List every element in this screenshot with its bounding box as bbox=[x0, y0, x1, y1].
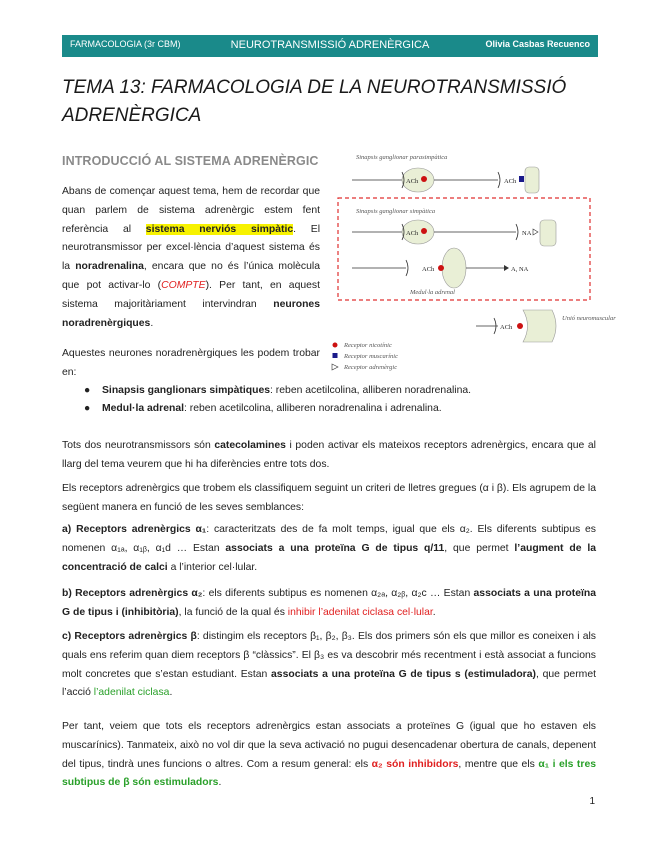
text-span: , mentre que els bbox=[458, 758, 539, 770]
bullet-bold: Sinapsis ganglionars simpàtiques bbox=[102, 385, 271, 396]
nicotinic-receptor-icon bbox=[517, 323, 523, 329]
bold-calcium: l’augment de la concentració de calci bbox=[62, 542, 597, 573]
arrow-head-icon bbox=[504, 265, 509, 271]
muscle-fiber bbox=[523, 310, 556, 342]
classification-paragraph: Els receptors adrenèrgics que trobem els classifiquem seguint un criteri de lletres gregues (α i β). Els agrupem de la següent manera en funció de les seves semblances: bbox=[62, 483, 596, 513]
effector-cell bbox=[525, 167, 539, 193]
adrenergic-receptor-icon bbox=[533, 229, 538, 235]
text-span: a l’interior cel·lular. bbox=[167, 561, 258, 573]
bold-neurons: neurones noradrenèrgiques bbox=[62, 298, 320, 329]
bold-catecholamines: catecolamines bbox=[214, 440, 286, 451]
alpha1-heading: a) Receptors adrenèrgics α₁ bbox=[62, 524, 207, 535]
text-span: . bbox=[432, 606, 436, 618]
nicotinic-receptor-icon bbox=[438, 265, 444, 271]
label-parasympathetic: Sinapsis ganglionar parasimpàtica bbox=[356, 154, 448, 161]
bullet-text: : reben acetilcolina, alliberen noradrenalina. bbox=[270, 385, 472, 396]
effector-cell bbox=[540, 220, 556, 246]
header-course: FARMACOLOGIA (3r CBM) bbox=[70, 39, 181, 49]
nicotinic-receptor-icon bbox=[421, 176, 427, 182]
bullet-dot-icon: ● bbox=[84, 403, 91, 414]
text-span: . bbox=[218, 777, 222, 789]
ach-label: ACh bbox=[406, 230, 419, 237]
terminal-shape bbox=[516, 224, 518, 240]
title-line-2: ADRENÈRGICA bbox=[62, 105, 202, 126]
nicotinic-receptor-icon bbox=[421, 228, 427, 234]
bullet-dot-icon: ● bbox=[84, 385, 91, 396]
text-span: , que permet l’acció bbox=[62, 668, 596, 699]
text-span: , que permet bbox=[444, 542, 515, 554]
text-span: i poden activar els mateixos receptors adrenèrgics, encara que al llarg del tema veurem que hi ha diferències entre tots dos. bbox=[62, 440, 596, 470]
inhibitors-text: α₂ són inhibidors bbox=[371, 758, 459, 770]
text-span: . El neurotransmissor per excel·lència d’aquest sistema és la bbox=[62, 223, 321, 273]
title-line-1: TEMA 13: FARMACOLOGIA DE LA NEUROTRANSMISSIÓ bbox=[62, 77, 567, 98]
text-span: ). Per tant, en aquest sistema majoritàriament intervindran bbox=[62, 279, 320, 310]
text-span: : distingim els receptors β₁, β₂, β₃. Els dos primers són els que millor es coneixen i als quals ens referim quan diem receptors β “clàssics”. El β₃ es va descobrir més recentment i està associat a funcions molt concretes que s’estan estudiant. Estan bbox=[62, 631, 596, 680]
legend-nicotinic-icon bbox=[333, 343, 338, 348]
text-span: Tots dos neurotransmissors són bbox=[62, 440, 215, 451]
header-topic: NEUROTRANSMISSIÓ ADRENÈRGICA bbox=[230, 39, 430, 51]
bullet-bold: Medul·la adrenal bbox=[102, 403, 184, 414]
bullet-text: : reben acetilcolina, alliberen noradrenalina i adrenalina. bbox=[184, 403, 442, 414]
text-span: Per tant, veiem que tots els receptors adrenèrgics estan associats a proteïnes G (igual que ho estaven els muscarínics). Tanmateix, això no vol dir que la seva activació no pugui desencadenar obertura de canals, depenent del tipus, tindrà unes funcions o altres. Com a resum general: els bbox=[62, 721, 596, 770]
muscarinic-receptor-icon bbox=[519, 176, 524, 182]
adenylate-text: l’adenilat ciclasa bbox=[93, 687, 170, 699]
alpha2-paragraph bbox=[62, 585, 596, 623]
na-label: NA bbox=[522, 230, 532, 237]
text-span: , la funció de la qual és bbox=[178, 606, 288, 618]
stimulators-text: α₁ i els tres subtipus de β són estimuladors bbox=[62, 758, 596, 789]
terminal-shape bbox=[406, 260, 408, 276]
text-span: . bbox=[169, 687, 173, 699]
label-adrenal: Medul·la adrenal bbox=[410, 289, 455, 296]
header-author: Olivia Casbas Recuenco bbox=[485, 39, 590, 49]
synapse-diagram bbox=[326, 150, 616, 380]
chromaffin-cell bbox=[442, 248, 466, 288]
section-heading: INTRODUCCIÓ AL SISTEMA ADRENÈRGIC bbox=[62, 154, 319, 168]
legend-adrenergic-icon bbox=[332, 364, 338, 370]
bold-gs: associats a una proteïna G de tipus s (estimuladora) bbox=[271, 668, 536, 680]
bold-gq: associats a una proteïna G de tipus q/11 bbox=[225, 542, 445, 554]
highlight-sympathetic: sistema nerviós simpàtic bbox=[145, 223, 294, 235]
text-span: : els diferents subtipus es nomenen α₂ₐ, α₂ᵦ, α₂c … Estan bbox=[202, 588, 474, 599]
alpha2-heading: b) Receptors adrenèrgics α₂ bbox=[62, 588, 203, 599]
ach-label: ACh bbox=[406, 178, 419, 185]
intro-paragraph bbox=[62, 183, 320, 333]
inhibit-text: inhibir l’adenilat ciclasa cel·lular bbox=[287, 606, 433, 618]
alpha1-paragraph bbox=[62, 521, 596, 577]
label-sympathetic: Sinapsis ganglionar simpàtica bbox=[356, 208, 436, 215]
page-number: 1 bbox=[589, 796, 595, 807]
page-header bbox=[62, 35, 598, 57]
text-span: : caracteritzats des de fa molt temps, igual que els α₂. Els diferents subtipus es nomenen α₁ₐ, α₁ᵦ, α₁d … Estan bbox=[62, 524, 597, 554]
neurons-location-paragraph: Aquestes neurones noradrenèrgiques les podem trobar en: bbox=[62, 348, 320, 378]
page-title bbox=[62, 74, 582, 130]
catecholamines-paragraph bbox=[62, 437, 596, 475]
text-span: Abans de començar aquest tema, hem de recordar que quan parlem de sistema adrenèrgic estem fent referència al bbox=[62, 186, 320, 235]
ana-label: A, NA bbox=[511, 266, 529, 273]
legend-item: Receptor muscarínic bbox=[344, 353, 398, 360]
warning-text: COMPTE bbox=[161, 279, 206, 291]
legend-item: Receptor adrenèrgic bbox=[344, 364, 398, 371]
ach-label: ACh bbox=[422, 266, 435, 273]
terminal-shape bbox=[498, 172, 500, 188]
label-neuromuscular: Unió neuromuscular bbox=[562, 315, 616, 322]
text-span: . bbox=[150, 317, 154, 329]
ach-label: ACh bbox=[504, 178, 517, 185]
beta-paragraph bbox=[62, 628, 596, 703]
ach-label: ACh bbox=[500, 324, 513, 331]
legend-item: Receptor nicotínic bbox=[344, 342, 392, 349]
bold-noradrenaline: noradrenalina bbox=[75, 261, 144, 273]
text-span: , encara que no és l’única molècula que pot activar-lo ( bbox=[62, 261, 320, 291]
summary-paragraph bbox=[62, 718, 596, 793]
legend-muscarinic-icon bbox=[333, 353, 338, 358]
bold-gi: associats a una proteïna G de tipus i (inhibitòria) bbox=[62, 588, 597, 618]
beta-heading: c) Receptors adrenèrgics β bbox=[62, 631, 197, 642]
